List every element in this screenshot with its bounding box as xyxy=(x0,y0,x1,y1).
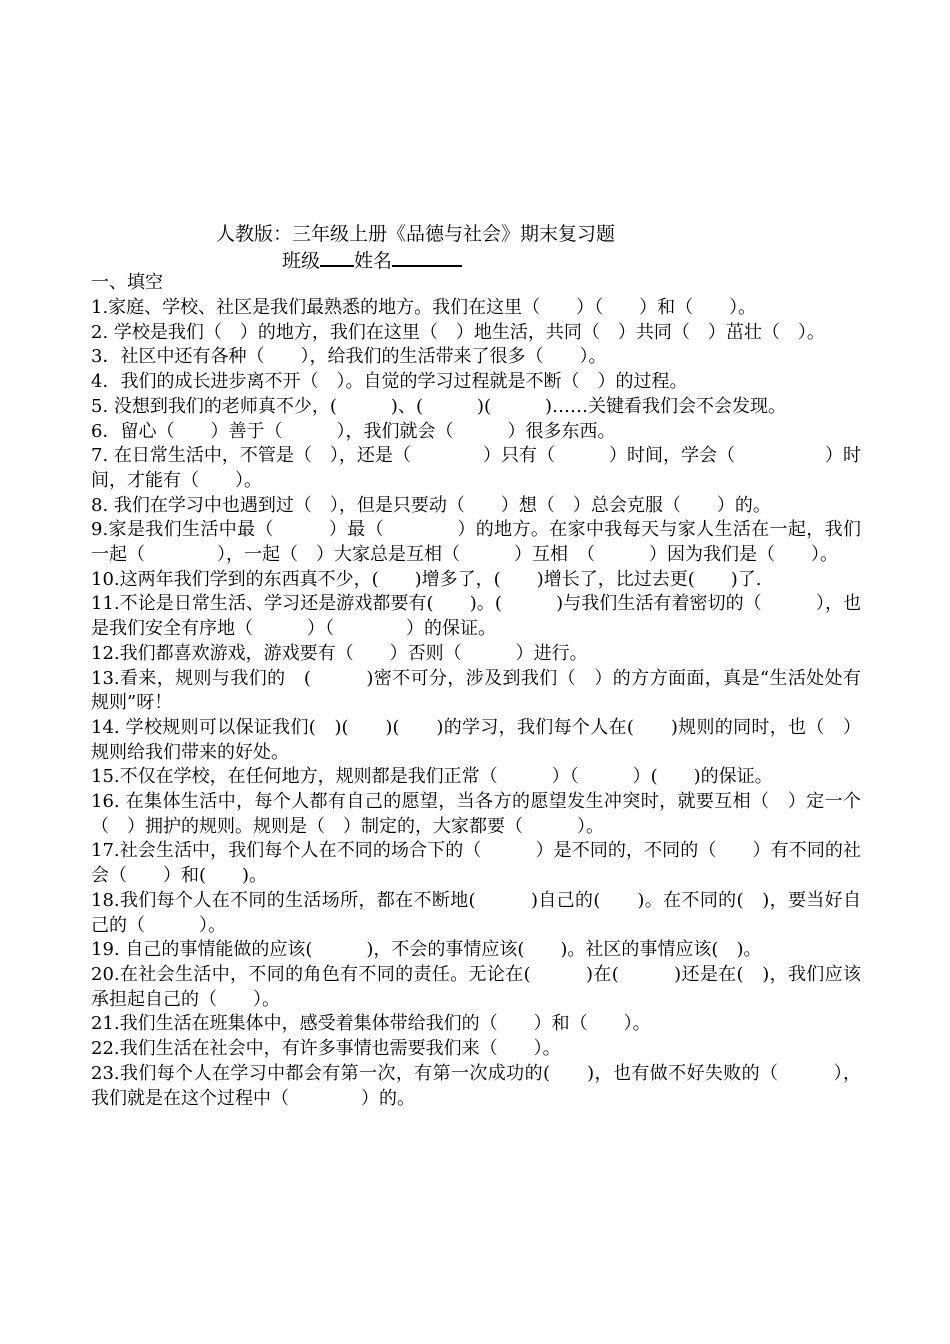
question-item: 3．社区中还有各种（ ），给我们的生活带来了很多（ ）。 xyxy=(91,346,607,368)
question-item: 2. 学校是我们（ ）的地方，我们在这里（ ）地生活，共同（ ）共同（ ）茁壮（ ）。 xyxy=(91,321,825,343)
question-item: 1.家庭、学校、社区是我们最熟悉的地方。我们在这里（ ）（ ）和（ ）。 xyxy=(91,297,757,318)
question-item: 19. 自己的事情能做的应该( )，不会的事情应该( )。社区的事情应该( )。 xyxy=(91,939,762,961)
question-item: 18.我们每个人在不同的生活场所，都在不断地( )自己的( )。在不同的( )，要当好自己的（ ）。 xyxy=(91,889,861,936)
question-item: 11.不论是日常生活、学习还是游戏都要有( )。( )与我们生活有着密切的（ ），也是我们安全有序地（ ）（ ）的保证。 xyxy=(91,593,861,640)
question-item: 12.我们都喜欢游戏，游戏要有（ ）否则（ ）进行。 xyxy=(91,642,588,664)
class-name-line xyxy=(282,247,462,274)
question-item: 10.这两年我们学到的东西真不少，( )增多了，( )增长了，比过去更( )了. xyxy=(91,568,762,590)
question-item: 6．留心（ ）善于（ ），我们就会（ ）很多东西。 xyxy=(91,420,616,442)
section-heading: 一、填空 xyxy=(91,272,163,293)
question-item: 8. 我们在学习中也遇到过（ ），但是只要动（ ）想（ ）总会克服（ ）的。 xyxy=(91,494,771,516)
question-item: 7. 在日常生活中，不管是（ ），还是（ ）只有（ ）时间，学会（ ）时间，才能有（ ）。 xyxy=(91,445,861,491)
question-item: 21.我们生活在班集体中，感受着集体带给我们的（ ）和（ ）。 xyxy=(91,1013,651,1035)
question-item: 5. 没想到我们的老师真不少，( )、( )( )……关键看我们会不会发现。 xyxy=(91,395,787,417)
question-item: 14. 学校规则可以保证我们( )( )( )的学习，我们每个人在( )规则的同时，也（ ）规则给我们带来的好处。 xyxy=(91,716,861,763)
question-item: 9.家是我们生活中最（ ）最（ ）的地方。在家中我每天与家人生活在一起，我们一起（ ），一起（ ）大家总是互相（ ）互相 （ ）因为我们是（ ）。 xyxy=(91,519,861,566)
question-item: 4．我们的成长进步离不开（ ）。自觉的学习过程就是不断（ ）的过程。 xyxy=(91,371,688,393)
question-item: 20.在社会生活中，不同的角色有不同的责任。无论在( )在( )还是在( )，我们应该承担起自己的（ ）。 xyxy=(91,963,861,1010)
question-item: 17.社会生活中，我们每个人在不同的场合下的（ ）是不同的，不同的（ ）有不同的社会（ ）和( )。 xyxy=(91,840,861,887)
question-item: 23.我们每个人在学习中都会有第一次，有第一次成功的( )，也有做不好失败的（ ），我们就是在这个过程中（ ）的。 xyxy=(91,1062,861,1109)
question-item: 13.看来，规则与我们的 ( )密不可分，涉及到我们（ ）的方方面面，真是“生活处处有规则”呀！ xyxy=(91,667,861,714)
question-item: 16. 在集体生活中，每个人都有自己的愿望，当各方的愿望发生冲突时，就要互相（ ）定一个（ ）拥护的规则。规则是（ ）制定的，大家都要（ ）。 xyxy=(91,791,861,837)
class-label: 班级 xyxy=(282,250,321,272)
name-label: 姓名 xyxy=(354,250,393,272)
class-blank xyxy=(320,247,354,267)
question-item: 15.不仅在学校，在任何地方，规则都是我们正常（ ）（ ）( )的保证。 xyxy=(91,766,773,788)
page-title: 人教版：三年级上册《品德与社会》期末复习题 xyxy=(216,223,616,245)
question-list xyxy=(91,296,861,1111)
name-blank xyxy=(392,247,462,267)
question-item: 22.我们生活在社会中，有许多事情也需要我们来（ ）。 xyxy=(91,1038,561,1060)
